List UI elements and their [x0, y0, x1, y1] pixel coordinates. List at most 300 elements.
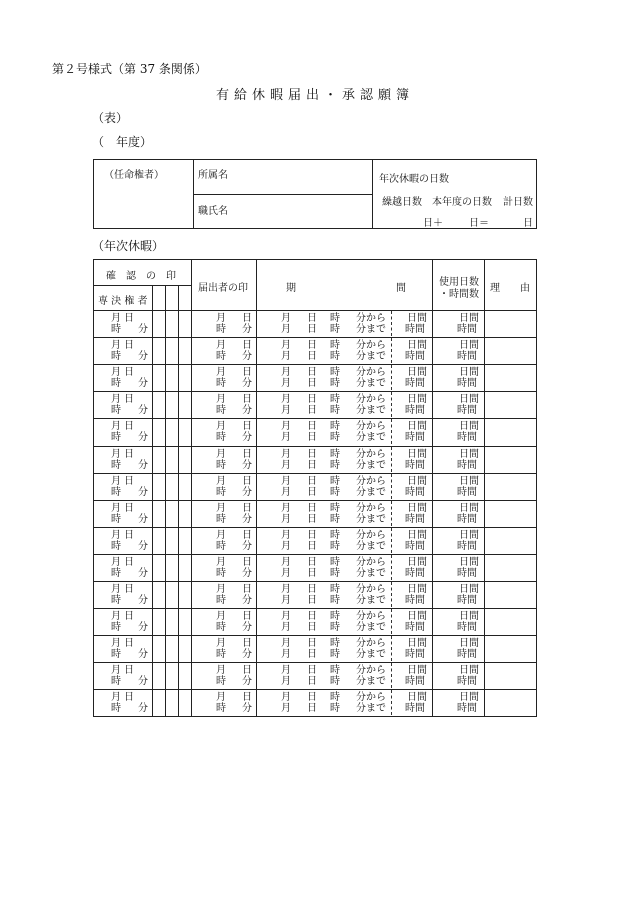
applicant-month: 月	[216, 475, 226, 487]
days-plus: 日＋	[423, 218, 443, 229]
applicant-minute: 分	[242, 676, 252, 688]
minute-label: 分	[138, 622, 148, 634]
end-month: 月	[281, 513, 291, 525]
start-day: 日	[307, 502, 317, 514]
day-label: 日	[124, 556, 134, 568]
end-day: 日	[307, 622, 317, 634]
start-from: 分から	[356, 475, 386, 487]
start-hour: 時	[330, 475, 340, 487]
applicant-hour: 時	[216, 432, 226, 444]
period-hours: 時間	[405, 324, 425, 335]
start-day: 日	[307, 475, 317, 487]
authority-header: 専 決 権 者	[98, 296, 148, 307]
applicant-month: 月	[216, 502, 226, 514]
day-label: 日	[124, 611, 134, 623]
section-label: （年次休暇）	[92, 239, 165, 253]
used-hours: 時間	[457, 378, 477, 390]
start-month: 月	[281, 394, 291, 406]
row-divider	[94, 662, 536, 663]
applicant-day: 日	[242, 448, 252, 460]
start-hour: 時	[330, 448, 340, 460]
row-divider	[94, 635, 536, 636]
day-label: 日	[124, 665, 134, 677]
annual-days-title: 年次休暇の日数	[379, 174, 449, 185]
start-month: 月	[281, 340, 291, 352]
used-days: 日間	[459, 394, 479, 406]
end-until: 分まで	[356, 567, 386, 579]
days-equals: 日＝	[469, 218, 489, 229]
end-day: 日	[307, 567, 317, 579]
period-hours: 時間	[405, 486, 425, 498]
applicant-day: 日	[242, 638, 252, 650]
period-header-kan: 間	[396, 283, 406, 294]
start-day: 日	[307, 421, 317, 433]
applicant-month: 月	[216, 584, 226, 595]
start-from: 分から	[356, 638, 386, 650]
start-hour: 時	[330, 665, 340, 677]
period-divider	[391, 501, 392, 526]
end-until: 分まで	[356, 649, 386, 661]
hour-label: 時	[111, 486, 121, 498]
row-divider	[94, 337, 536, 338]
applicant-month: 月	[216, 367, 226, 379]
used-hours: 時間	[457, 595, 477, 606]
start-month: 月	[281, 421, 291, 433]
applicant-hour: 時	[216, 459, 226, 471]
row-divider	[94, 527, 536, 528]
period-days: 日間	[407, 394, 427, 406]
day-label: 日	[124, 367, 134, 379]
start-day: 日	[307, 313, 317, 324]
start-day: 日	[307, 638, 317, 650]
start-from: 分から	[356, 584, 386, 595]
month-label: 月	[111, 529, 121, 541]
applicant-month: 月	[216, 394, 226, 406]
start-month: 月	[281, 665, 291, 677]
end-day: 日	[307, 405, 317, 417]
end-month: 月	[281, 405, 291, 417]
period-divider	[391, 528, 392, 553]
period-hours: 時間	[405, 649, 425, 661]
end-month: 月	[281, 351, 291, 363]
start-day: 日	[307, 556, 317, 568]
start-hour: 時	[330, 367, 340, 379]
applicant-hour: 時	[216, 676, 226, 688]
table-row	[94, 446, 536, 473]
table-row	[94, 608, 536, 635]
end-until: 分まで	[356, 513, 386, 525]
applicant-hour: 時	[216, 405, 226, 417]
period-hours: 時間	[405, 567, 425, 579]
row-divider	[94, 689, 536, 690]
hour-label: 時	[111, 405, 121, 417]
end-until: 分まで	[356, 622, 386, 634]
carryover-label: 繰越日数	[382, 197, 422, 208]
this-year-label: 本年度の日数	[432, 197, 492, 208]
day-label: 日	[124, 421, 134, 433]
applicant-hour: 時	[216, 378, 226, 390]
period-divider	[391, 311, 392, 336]
total-label: 計日数	[503, 197, 533, 208]
table-row	[94, 527, 536, 554]
start-month: 月	[281, 529, 291, 541]
applicant-minute: 分	[242, 432, 252, 444]
used-hours: 時間	[457, 432, 477, 444]
used-days: 日間	[459, 448, 479, 460]
start-month: 月	[281, 475, 291, 487]
row-divider	[94, 391, 536, 392]
start-month: 月	[281, 313, 291, 324]
used-days: 日間	[459, 421, 479, 433]
month-label: 月	[111, 638, 121, 650]
row-divider	[94, 581, 536, 582]
start-hour: 時	[330, 638, 340, 650]
table-row	[94, 581, 536, 608]
period-days: 日間	[407, 638, 427, 650]
appointer-label: （任命権者）	[104, 170, 164, 181]
applicant-stamp-header: 届出者の印	[198, 283, 248, 294]
applicant-day: 日	[242, 367, 252, 379]
start-hour: 時	[330, 394, 340, 406]
period-divider	[391, 555, 392, 580]
start-month: 月	[281, 638, 291, 650]
end-until: 分まで	[356, 351, 386, 363]
applicant-minute: 分	[242, 595, 252, 606]
table-row	[94, 364, 536, 391]
end-hour: 時	[330, 459, 340, 471]
start-hour: 時	[330, 421, 340, 433]
used-days: 日間	[459, 665, 479, 677]
used-days: 日間	[459, 367, 479, 379]
used-hours: 時間	[457, 324, 477, 335]
applicant-day: 日	[242, 665, 252, 677]
start-month: 月	[281, 611, 291, 623]
day-label: 日	[124, 692, 134, 704]
applicant-minute: 分	[242, 567, 252, 579]
start-day: 日	[307, 529, 317, 541]
used-days: 日間	[459, 475, 479, 487]
day-label: 日	[124, 448, 134, 460]
used-days: 日間	[459, 692, 479, 704]
position-name-label: 職氏名	[198, 206, 228, 217]
table-row	[94, 554, 536, 581]
used-hours: 時間	[457, 622, 477, 634]
applicant-minute: 分	[242, 486, 252, 498]
end-month: 月	[281, 432, 291, 444]
used-hours: 時間	[457, 486, 477, 498]
start-hour: 時	[330, 340, 340, 352]
hour-label: 時	[111, 378, 121, 390]
start-day: 日	[307, 394, 317, 406]
minute-label: 分	[138, 513, 148, 525]
start-from: 分から	[356, 502, 386, 514]
table-row	[94, 473, 536, 500]
applicant-day: 日	[242, 421, 252, 433]
end-month: 月	[281, 459, 291, 471]
used-hours: 時間	[457, 405, 477, 417]
hour-label: 時	[111, 595, 121, 606]
row-divider	[94, 418, 536, 419]
row-divider	[94, 446, 536, 447]
row-divider	[94, 608, 536, 609]
end-until: 分まで	[356, 459, 386, 471]
period-hours: 時間	[405, 703, 425, 715]
start-month: 月	[281, 448, 291, 460]
applicant-hour: 時	[216, 622, 226, 634]
period-days: 日間	[407, 611, 427, 623]
used-days: 日間	[459, 611, 479, 623]
end-day: 日	[307, 703, 317, 715]
start-month: 月	[281, 367, 291, 379]
end-day: 日	[307, 351, 317, 363]
minute-label: 分	[138, 405, 148, 417]
leave-record-table	[93, 259, 537, 717]
month-label: 月	[111, 421, 121, 433]
row-divider	[94, 473, 536, 474]
minute-label: 分	[138, 459, 148, 471]
applicant-day: 日	[242, 340, 252, 352]
applicant-day: 日	[242, 475, 252, 487]
row-divider	[94, 554, 536, 555]
start-from: 分から	[356, 421, 386, 433]
start-from: 分から	[356, 692, 386, 704]
start-day: 日	[307, 584, 317, 595]
month-label: 月	[111, 394, 121, 406]
end-month: 月	[281, 649, 291, 661]
end-hour: 時	[330, 622, 340, 634]
end-hour: 時	[330, 378, 340, 390]
applicant-hour: 時	[216, 567, 226, 579]
end-month: 月	[281, 540, 291, 552]
end-until: 分まで	[356, 432, 386, 444]
end-hour: 時	[330, 540, 340, 552]
end-hour: 時	[330, 703, 340, 715]
applicant-minute: 分	[242, 324, 252, 335]
minute-label: 分	[138, 703, 148, 715]
period-hours: 時間	[405, 432, 425, 444]
month-label: 月	[111, 448, 121, 460]
start-hour: 時	[330, 584, 340, 595]
hour-label: 時	[111, 622, 121, 634]
period-days: 日間	[407, 367, 427, 379]
day-label: 日	[124, 638, 134, 650]
start-from: 分から	[356, 529, 386, 541]
month-label: 月	[111, 584, 121, 595]
period-days: 日間	[407, 448, 427, 460]
start-day: 日	[307, 367, 317, 379]
hour-label: 時	[111, 567, 121, 579]
day-label: 日	[124, 340, 134, 352]
applicant-day: 日	[242, 394, 252, 406]
end-month: 月	[281, 622, 291, 634]
start-from: 分から	[356, 556, 386, 568]
period-hours: 時間	[405, 622, 425, 634]
period-days: 日間	[407, 692, 427, 704]
hour-label: 時	[111, 513, 121, 525]
period-days: 日間	[407, 556, 427, 568]
period-days: 日間	[407, 584, 427, 595]
minute-label: 分	[138, 649, 148, 661]
end-until: 分まで	[356, 378, 386, 390]
month-label: 月	[111, 367, 121, 379]
end-day: 日	[307, 432, 317, 444]
start-day: 日	[307, 448, 317, 460]
end-hour: 時	[330, 513, 340, 525]
table-row	[94, 337, 536, 364]
applicant-month: 月	[216, 313, 226, 324]
end-until: 分まで	[356, 324, 386, 335]
end-until: 分まで	[356, 405, 386, 417]
table-row	[94, 662, 536, 689]
period-hours: 時間	[405, 676, 425, 688]
end-hour: 時	[330, 324, 340, 335]
applicant-month: 月	[216, 448, 226, 460]
applicant-day: 日	[242, 529, 252, 541]
end-month: 月	[281, 595, 291, 606]
applicant-day: 日	[242, 611, 252, 623]
document-title: 有給休暇届出・承認願簿	[215, 88, 414, 103]
minute-label: 分	[138, 486, 148, 498]
used-hours: 時間	[457, 459, 477, 471]
end-month: 月	[281, 378, 291, 390]
applicant-minute: 分	[242, 540, 252, 552]
applicant-hour: 時	[216, 513, 226, 525]
applicant-hour: 時	[216, 486, 226, 498]
minute-label: 分	[138, 676, 148, 688]
start-from: 分から	[356, 448, 386, 460]
period-divider	[391, 663, 392, 688]
applicant-minute: 分	[242, 703, 252, 715]
applicant-minute: 分	[242, 378, 252, 390]
table-row	[94, 635, 536, 662]
start-from: 分から	[356, 665, 386, 677]
month-label: 月	[111, 313, 121, 324]
period-header-ki: 期	[286, 283, 296, 294]
applicant-minute: 分	[242, 351, 252, 363]
end-day: 日	[307, 676, 317, 688]
period-divider	[391, 392, 392, 417]
start-hour: 時	[330, 556, 340, 568]
period-divider	[391, 474, 392, 499]
row-divider	[94, 364, 536, 365]
applicant-day: 日	[242, 584, 252, 595]
end-until: 分まで	[356, 486, 386, 498]
end-until: 分まで	[356, 676, 386, 688]
header-table	[93, 159, 537, 229]
start-from: 分から	[356, 611, 386, 623]
period-hours: 時間	[405, 378, 425, 390]
end-day: 日	[307, 378, 317, 390]
start-month: 月	[281, 584, 291, 595]
applicant-month: 月	[216, 665, 226, 677]
end-hour: 時	[330, 595, 340, 606]
period-hours: 時間	[405, 540, 425, 552]
minute-label: 分	[138, 432, 148, 444]
confirm-stamp-header: 確 認 の 印	[106, 271, 176, 282]
month-label: 月	[111, 502, 121, 514]
applicant-minute: 分	[242, 459, 252, 471]
hour-label: 時	[111, 676, 121, 688]
start-day: 日	[307, 692, 317, 704]
reason-header: 理 由	[490, 283, 530, 294]
hour-label: 時	[111, 649, 121, 661]
period-hours: 時間	[405, 405, 425, 417]
hour-label: 時	[111, 324, 121, 335]
end-month: 月	[281, 324, 291, 335]
applicant-month: 月	[216, 692, 226, 704]
used-hours: 時間	[457, 540, 477, 552]
used-hours: 時間	[457, 649, 477, 661]
end-month: 月	[281, 703, 291, 715]
end-hour: 時	[330, 676, 340, 688]
end-month: 月	[281, 676, 291, 688]
minute-label: 分	[138, 567, 148, 579]
day-label: 日	[124, 475, 134, 487]
period-days: 日間	[407, 475, 427, 487]
month-label: 月	[111, 611, 121, 623]
period-hours: 時間	[405, 513, 425, 525]
days-unit: 日	[523, 218, 533, 229]
used-hours: 時間	[457, 351, 477, 363]
start-from: 分から	[356, 367, 386, 379]
hour-label: 時	[111, 703, 121, 715]
used-days: 日間	[459, 502, 479, 514]
period-divider	[391, 338, 392, 363]
form-number: 第２号様式（第 37 条関係）	[52, 62, 207, 76]
day-label: 日	[124, 313, 134, 324]
period-divider	[391, 690, 392, 715]
start-month: 月	[281, 502, 291, 514]
minute-label: 分	[138, 595, 148, 606]
start-day: 日	[307, 340, 317, 352]
used-days: 日間	[459, 313, 479, 324]
applicant-month: 月	[216, 556, 226, 568]
hour-label: 時	[111, 540, 121, 552]
period-days: 日間	[407, 665, 427, 677]
start-month: 月	[281, 692, 291, 704]
period-hours: 時間	[405, 459, 425, 471]
end-day: 日	[307, 540, 317, 552]
end-hour: 時	[330, 486, 340, 498]
department-label: 所属名	[198, 170, 228, 181]
end-month: 月	[281, 567, 291, 579]
end-day: 日	[307, 486, 317, 498]
applicant-hour: 時	[216, 324, 226, 335]
applicant-hour: 時	[216, 649, 226, 661]
period-hours: 時間	[405, 351, 425, 363]
table-row	[94, 310, 536, 337]
applicant-month: 月	[216, 529, 226, 541]
minute-label: 分	[138, 540, 148, 552]
start-hour: 時	[330, 611, 340, 623]
period-days: 日間	[407, 421, 427, 433]
applicant-day: 日	[242, 313, 252, 324]
applicant-minute: 分	[242, 513, 252, 525]
applicant-hour: 時	[216, 540, 226, 552]
applicant-hour: 時	[216, 595, 226, 606]
applicant-month: 月	[216, 340, 226, 352]
used-days-header-1: 使用日数	[439, 277, 479, 288]
start-month: 月	[281, 556, 291, 568]
day-label: 日	[124, 394, 134, 406]
end-until: 分まで	[356, 595, 386, 606]
month-label: 月	[111, 556, 121, 568]
applicant-month: 月	[216, 611, 226, 623]
table-row	[94, 689, 536, 716]
period-days: 日間	[407, 502, 427, 514]
applicant-minute: 分	[242, 622, 252, 634]
applicant-month: 月	[216, 638, 226, 650]
